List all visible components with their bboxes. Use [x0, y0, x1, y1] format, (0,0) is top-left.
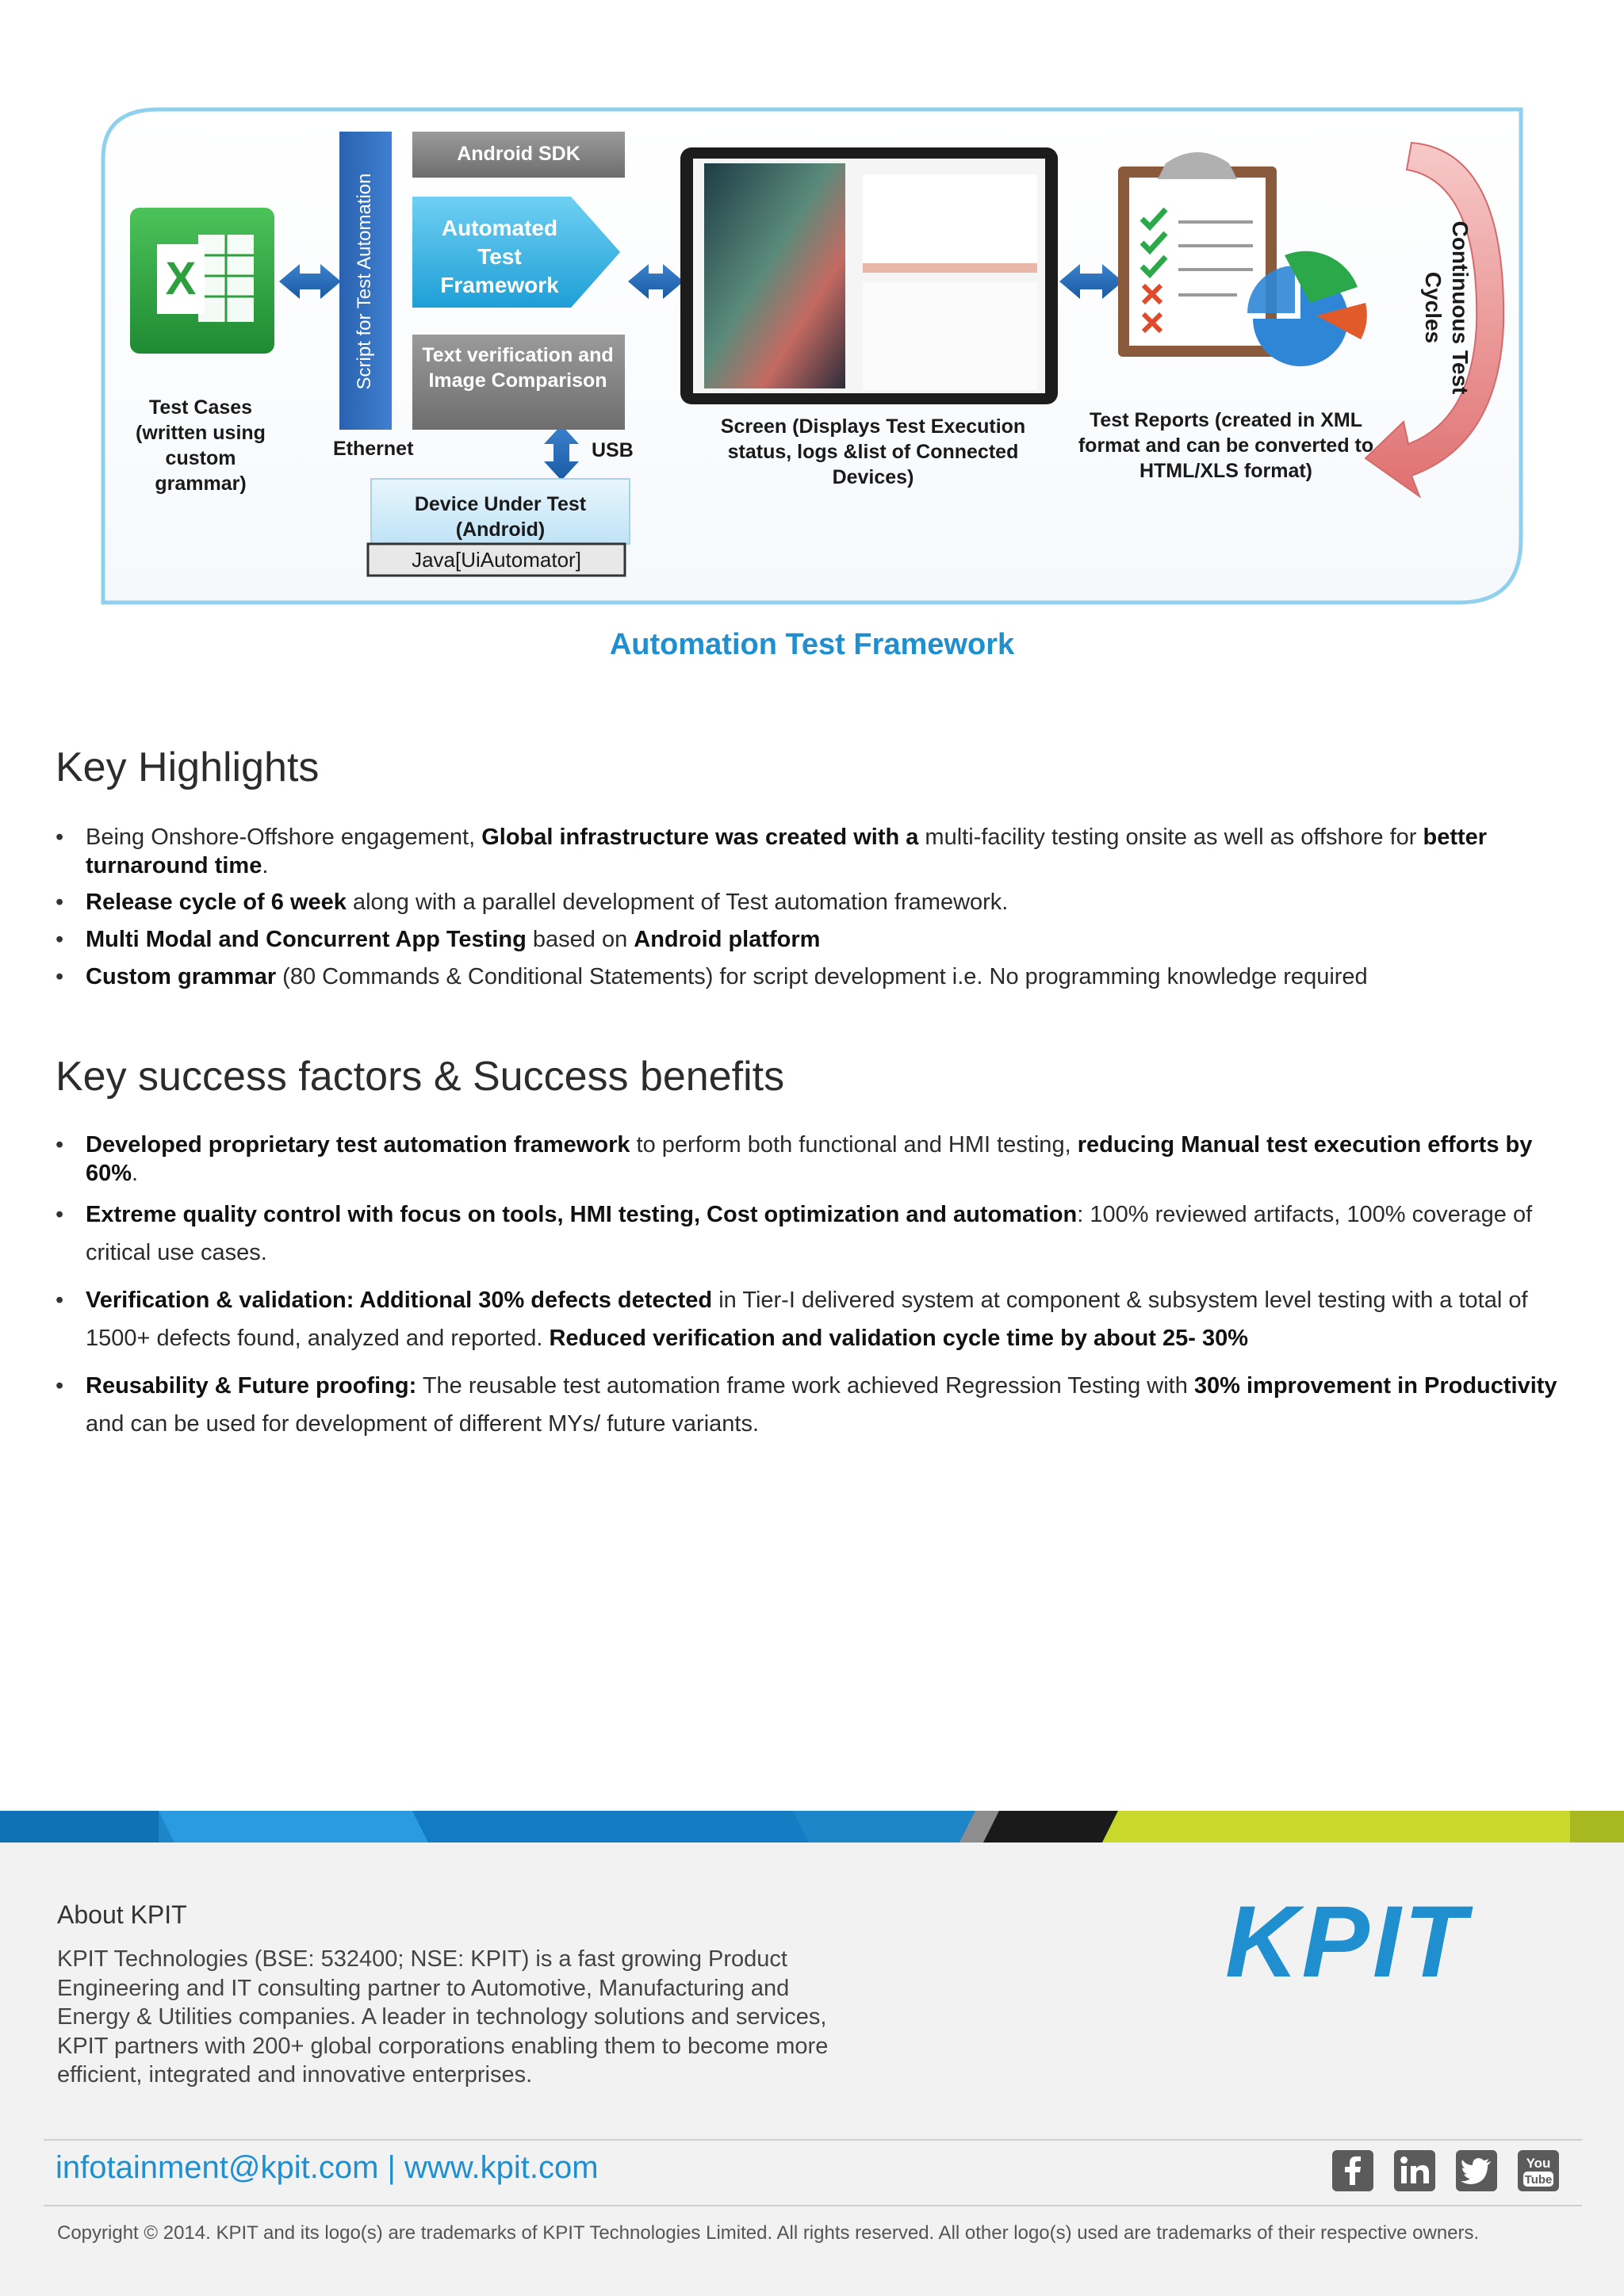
item-text: and can be used for development of different MYs/ future variants. — [86, 1411, 760, 1437]
item-bold: Verification & validation: Additional 30% defects detected — [86, 1288, 713, 1313]
youtube-icon[interactable] — [1518, 2150, 1559, 2191]
twitter-icon[interactable] — [1456, 2150, 1497, 2191]
item-text: . — [262, 853, 269, 878]
item-bold: Release cycle of 6 week — [86, 890, 347, 915]
highlights-title: Key Highlights — [56, 744, 320, 790]
footer-divider — [44, 2139, 1582, 2141]
usb-label: USB — [592, 439, 634, 461]
item-text: (80 Commands & Conditional Statements) for script development i.e. No programming knowledge required — [276, 964, 1368, 989]
list-item — [56, 962, 1586, 991]
item-bold: 30% improvement in Productivity — [1193, 1373, 1557, 1399]
item-bold: reducing Manual test execution efforts by 60% — [86, 1132, 1533, 1186]
item-text: Being Onshore-Offshore engagement, — [86, 825, 482, 850]
success-title: Key success factors & Success benefits — [56, 1054, 785, 1100]
linkedin-icon[interactable] — [1394, 2150, 1435, 2191]
java-label: Java[UiAutomator] — [412, 548, 581, 572]
script-label: Script for Test Automation — [354, 173, 375, 390]
screen-label: Screen (Displays Test Execution status, logs &list of Connected Devices) — [720, 415, 1026, 488]
kpit-logo — [1225, 1899, 1566, 1986]
list-item — [56, 823, 1586, 880]
dut-label: Device Under Test (Android) — [414, 493, 587, 541]
kpit-logo-text: KPIT — [1225, 1899, 1469, 1986]
success-list — [56, 1131, 1586, 1443]
list-item — [56, 1196, 1586, 1272]
item-text: to perform both functional and HMI testing, — [630, 1132, 1078, 1158]
framework-diagram — [0, 0, 1624, 634]
item-bold: Developed proprietary test automation framework — [86, 1132, 630, 1158]
list-item — [56, 1367, 1586, 1443]
list-item — [56, 925, 1586, 954]
item-text: in Tier-I delivered system at component & subsystem level testing with a total of 1500+ defects found, analyzed and reported. — [86, 1288, 1528, 1351]
item-bold: Extreme quality control with focus on tools, HMI testing, Cost optimization and automation — [86, 1202, 1078, 1227]
highlights-list — [56, 823, 1586, 991]
framework-label: Automated Test Framework — [440, 216, 559, 297]
tablet-icon — [680, 147, 1058, 404]
item-text: multi-facility testing onsite as well as offshore for — [918, 825, 1423, 850]
list-item — [56, 1281, 1586, 1357]
facebook-icon[interactable] — [1332, 2150, 1373, 2191]
copyright-text: Copyright © 2014. KPIT and its logo(s) are trademarks of KPIT Technologies Limited. All rights reserved. All other logo(s) used are trademarks of their respective owners. — [57, 2222, 1480, 2244]
about-text: KPIT Technologies (BSE: 532400; NSE: KPIT) is a fast growing Product Engineering and IT consulting partner to Automotive, Manufacturing and Energy & Utilities companies. A leader in technology solutions and services, KPIT partners with 200+ global corporations enabling them to become more efficient, integrated and innovative enterprises. — [57, 1946, 829, 2087]
list-item — [56, 1131, 1586, 1188]
item-text: along with a parallel development of Test automation framework. — [346, 890, 1009, 915]
item-bold: Multi Modal and Concurrent App Testing — [86, 927, 527, 952]
test-cases-label: Test Cases (written using custom grammar) — [136, 396, 266, 495]
list-item — [56, 888, 1586, 916]
item-text: : 100% reviewed artifacts, 100% coverage of critical use cases. — [86, 1202, 1533, 1265]
excel-letter: X — [165, 253, 197, 304]
contact-links[interactable]: infotainment@kpit.com | www.kpit.com — [56, 2150, 599, 2185]
item-text: . — [132, 1161, 139, 1186]
sdk-label: Android SDK — [457, 143, 580, 165]
item-bold: Global infrastructure was created with a — [481, 825, 919, 850]
item-bold: Reusability & Future proofing: — [86, 1373, 417, 1399]
about-title: About KPIT — [57, 1900, 187, 1929]
footer-color-band — [0, 1811, 1624, 1843]
figure-caption: Automation Test Framework — [609, 628, 1015, 661]
verify-label: Text verification and Image Comparison — [422, 344, 614, 392]
reports-label: Test Reports (created in XML format and can be converted to HTML/XLS format) — [1078, 409, 1374, 482]
item-bold: Reduced verification and validation cycle time by about 25- 30% — [549, 1326, 1249, 1351]
item-bold: better turnaround time — [86, 825, 1488, 878]
item-text: The reusable test automation frame work achieved Regression Testing with — [416, 1373, 1194, 1399]
item-bold: Android platform — [634, 927, 821, 952]
cycles-label: Continuous Test Cycles — [1421, 220, 1473, 395]
youtube-text-top: You — [1526, 2156, 1551, 2171]
youtube-text-bottom: Tube — [1524, 2173, 1553, 2187]
footer-divider-lower — [44, 2205, 1582, 2206]
item-text: based on — [526, 927, 634, 952]
ethernet-label: Ethernet — [333, 438, 414, 460]
diagram-graphics — [0, 0, 1624, 634]
clipboard-icon — [1118, 152, 1277, 357]
item-bold: Custom grammar — [86, 964, 277, 989]
